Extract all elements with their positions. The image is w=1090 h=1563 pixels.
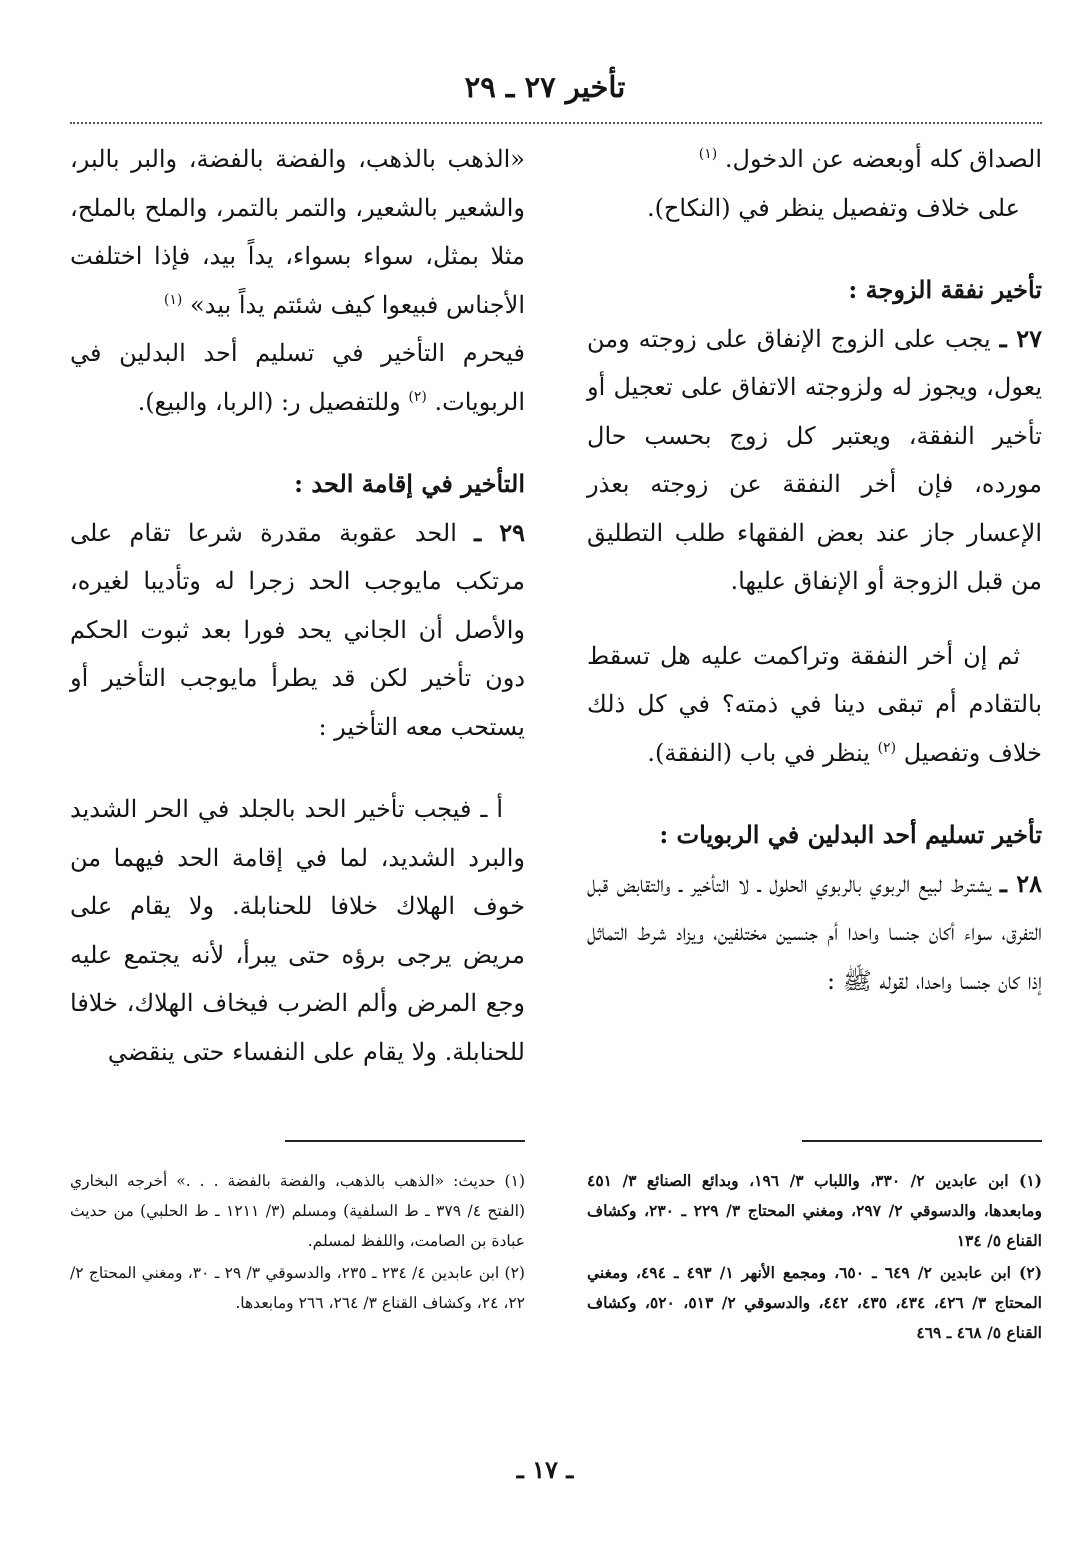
paragraph-text: يشترط لبيع الربوي بالربوي الحلول ـ لا التأخير ـ والتقابض قبل التفرق، سواء أكان جنسا واحدا أم جنسين مختلفين، ويزاد شرط التماثل إذا كان جنسا واحدا، لقوله ﷺ : (587, 869, 1042, 995)
hadith-quote: «الذهب بالذهب، والفضة بالفضة، والبر بالبر، والشعير بالشعير، والتمر بالتمر، والملح بالملح، مثلا بمثل، سواء بسواء، يداً بيد، فإذا اختلفت الأجناس فبيعوا كيف شئتم يداً بيد» (70, 145, 525, 319)
footnote: (١) ابن عابدين ٢/ ٣٣٠، واللباب ٣/ ١٩٦، وبدائع الصنائع ٣/ ٤٥١ ومابعدها، والدسوقي ٢/ ٢٩٧، ومغني المحتاج ٣/ ٢٢٩ ـ ٢٣٠، وكشاف القناع ٥/ ١٣٤ (587, 1171, 1043, 1250)
paragraph (587, 860, 1042, 1006)
paragraph-text: فيحرم التأخير في تسليم أحد البدلين في الربويات. (70, 339, 525, 416)
spacer (587, 606, 1042, 632)
paragraph-text: يجب على الزوج الإنفاق على زوجته ومن يعول، ويجوز له ولزوجته الاتفاق على تعجيل أو تأخير النفقة، ويعتبر كل زوج بحسب حال مورده، فإن أخر النفقة عن زوجته بعذر الإعسار جاز عند بعض الفقهاء طلب التطليق من قبل الزوجة أو الإنفاق عليها. (587, 324, 1043, 595)
section-number: ٢٧ ـ (999, 323, 1042, 353)
section-heading: تأخير نفقة الزوجة : (848, 275, 1042, 304)
footnote-marker: (٢) (408, 388, 427, 405)
section-heading: تأخير تسليم أحد البدلين في الربويات : (659, 820, 1042, 849)
paragraph (587, 315, 1042, 606)
paragraph (587, 632, 1042, 778)
paragraph-text: ينظر في باب (النفقة). (647, 738, 870, 767)
section-heading: التأخير في إقامة الحد : (294, 469, 525, 498)
paragraph (70, 509, 525, 752)
footnote: (٢) ابن عابدين ٤/ ٢٣٤ ـ ٢٣٥، والدسوقي ٣/ ٢٩ ـ ٣٠، ومغني المحتاج ٢/ ٢٢، ٢٤، وكشاف القناع ٣/ ٢٦٤، ٢٦٦ ومابعدها. (70, 1264, 525, 1312)
paragraph: على خلاف وتفصيل ينظر في (النكاح). (646, 193, 1020, 222)
footnote-marker: (١) (163, 291, 183, 308)
footnote: (١) حديث: «الذهب بالذهب، والفضة بالفضة . . .» أخرجه البخاري (الفتح ٤/ ٣٧٩ ـ ط السلفية) ومسلم (٣/ ١٢١١ ـ ط الحلبي) من حديث عبادة بن الصامت، واللفظ لمسلم. (70, 1172, 526, 1250)
paragraph-text: وللتفصيل ر: (الربا، والبيع). (137, 387, 401, 416)
section-number: ٢٨ ـ (999, 868, 1042, 898)
paragraph (70, 329, 525, 426)
spacer (70, 426, 525, 460)
footnote-separator-right (802, 1140, 1042, 1142)
header-dotted-rule (70, 122, 1042, 124)
footnotes-right (587, 1166, 1042, 1350)
footnote-separator-left (285, 1140, 525, 1142)
footnote-marker: (٢) (877, 739, 897, 756)
section-number: ٢٩ ـ (474, 517, 525, 547)
footnote: (٢) ابن عابدين ٢/ ٦٤٩ ـ ٦٥٠، ومجمع الأنهر ١/ ٤٩٣ ـ ٤٩٤، ومغني المحتاج ٣/ ٤٢٦، ٤٣٤، ٤٣٥، ٤٤٢، والدسوقي ٢/ ٥١٣، ٥٢٠، وكشاف القناع ٥/ ٤٦٨ ـ ٤٦٩ (587, 1263, 1043, 1342)
paragraph (70, 135, 525, 329)
paragraph (587, 135, 1042, 184)
spacer (587, 777, 1042, 811)
paragraph-text: الحد عقوبة مقدرة شرعا تقام على مرتكب مايوجب الحد زجرا له وتأديبا لغيره، والأصل أن الجاني يحد فورا بعد ثبوت الحكم دون تأخير لكن قد يطرأ مايوجب التأخير أو يستحب معه التأخير : (70, 518, 526, 741)
paragraph: أ ـ فيجب تأخير الحد بالجلد في الحر الشديد والبرد الشديد، لما في إقامة الحد فيهما من خوف الهلاك خلافا للحنابلة. ولا يقام على مريض يرجى برؤه حتى يبرأ، لأنه يجتمع عليه وجع المرض وألم الضرب فيخاف الهلاك، خلافا للحنابلة. ولا يقام على النفساء حتى ينقضي (70, 795, 526, 1066)
footnote-marker: (١) (698, 146, 718, 162)
paragraph-text: الصداق كله أوبعضه عن الدخول. (724, 145, 1042, 173)
footnotes-left (70, 1166, 525, 1320)
paragraph-text: ثم إن أخر النفقة وتراكمت عليه هل تسقط بالتقادم أم تبقى دينا في ذمته؟ في كل ذلك خلاف وتفصيل (587, 641, 1042, 767)
spacer (70, 751, 525, 785)
spacer (587, 232, 1042, 266)
page-number: ـ ١٧ ـ (516, 1455, 574, 1484)
running-header-title: تأخير ٢٧ ـ ٢٩ (464, 70, 626, 104)
right-text-column (587, 135, 1042, 1005)
left-text-column (70, 135, 525, 1076)
